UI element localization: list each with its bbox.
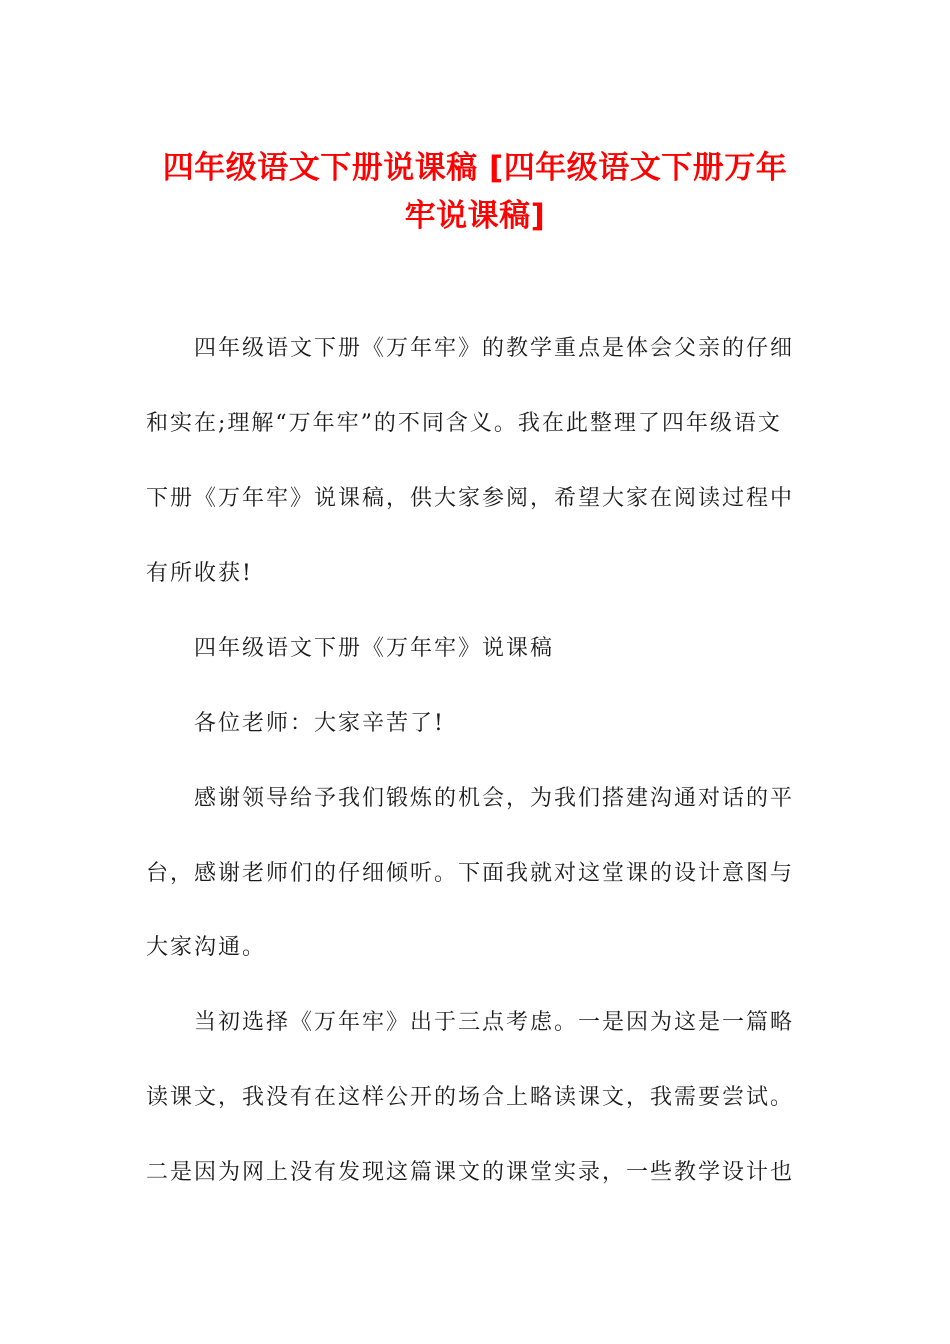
paragraph-line: 大家沟通。 [146,935,267,960]
paragraph-line: 和实在;理解“万年牢”的不同含义。我在此整理了四年级语文 [146,411,782,436]
paragraph-line: 各位老师：大家辛苦了! [194,711,445,736]
paragraph-line: 四年级语文下册《万年牢》的教学重点是体会父亲的仔细 [194,336,795,361]
paragraph-line: 有所收获! [146,561,253,586]
paragraph-line: 四年级语文下册《万年牢》说课稿 [194,636,555,661]
title-line-1: 四年级语文下册说课稿 [四年级语文下册万年 [162,150,788,186]
document-title [120,144,830,240]
title-line-2: 牢说课稿] [404,198,546,234]
paragraph-line: 台，感谢老师们的仔细倾听。下面我就对这堂课的设计意图与 [146,861,795,886]
paragraph-line: 下册《万年牢》说课稿，供大家参阅，希望大家在阅读过程中 [146,486,795,511]
paragraph-line: 感谢领导给予我们锻炼的机会，为我们搭建沟通对话的平 [194,786,795,811]
paragraph-line: 读课文，我没有在这样公开的场合上略读课文，我需要尝试。 [146,1085,795,1110]
paragraph-line: 二是因为网上没有发现这篇课文的课堂实录，一些教学设计也 [146,1160,795,1185]
paragraph-line: 当初选择《万年牢》出于三点考虑。一是因为这是一篇略 [194,1010,795,1035]
